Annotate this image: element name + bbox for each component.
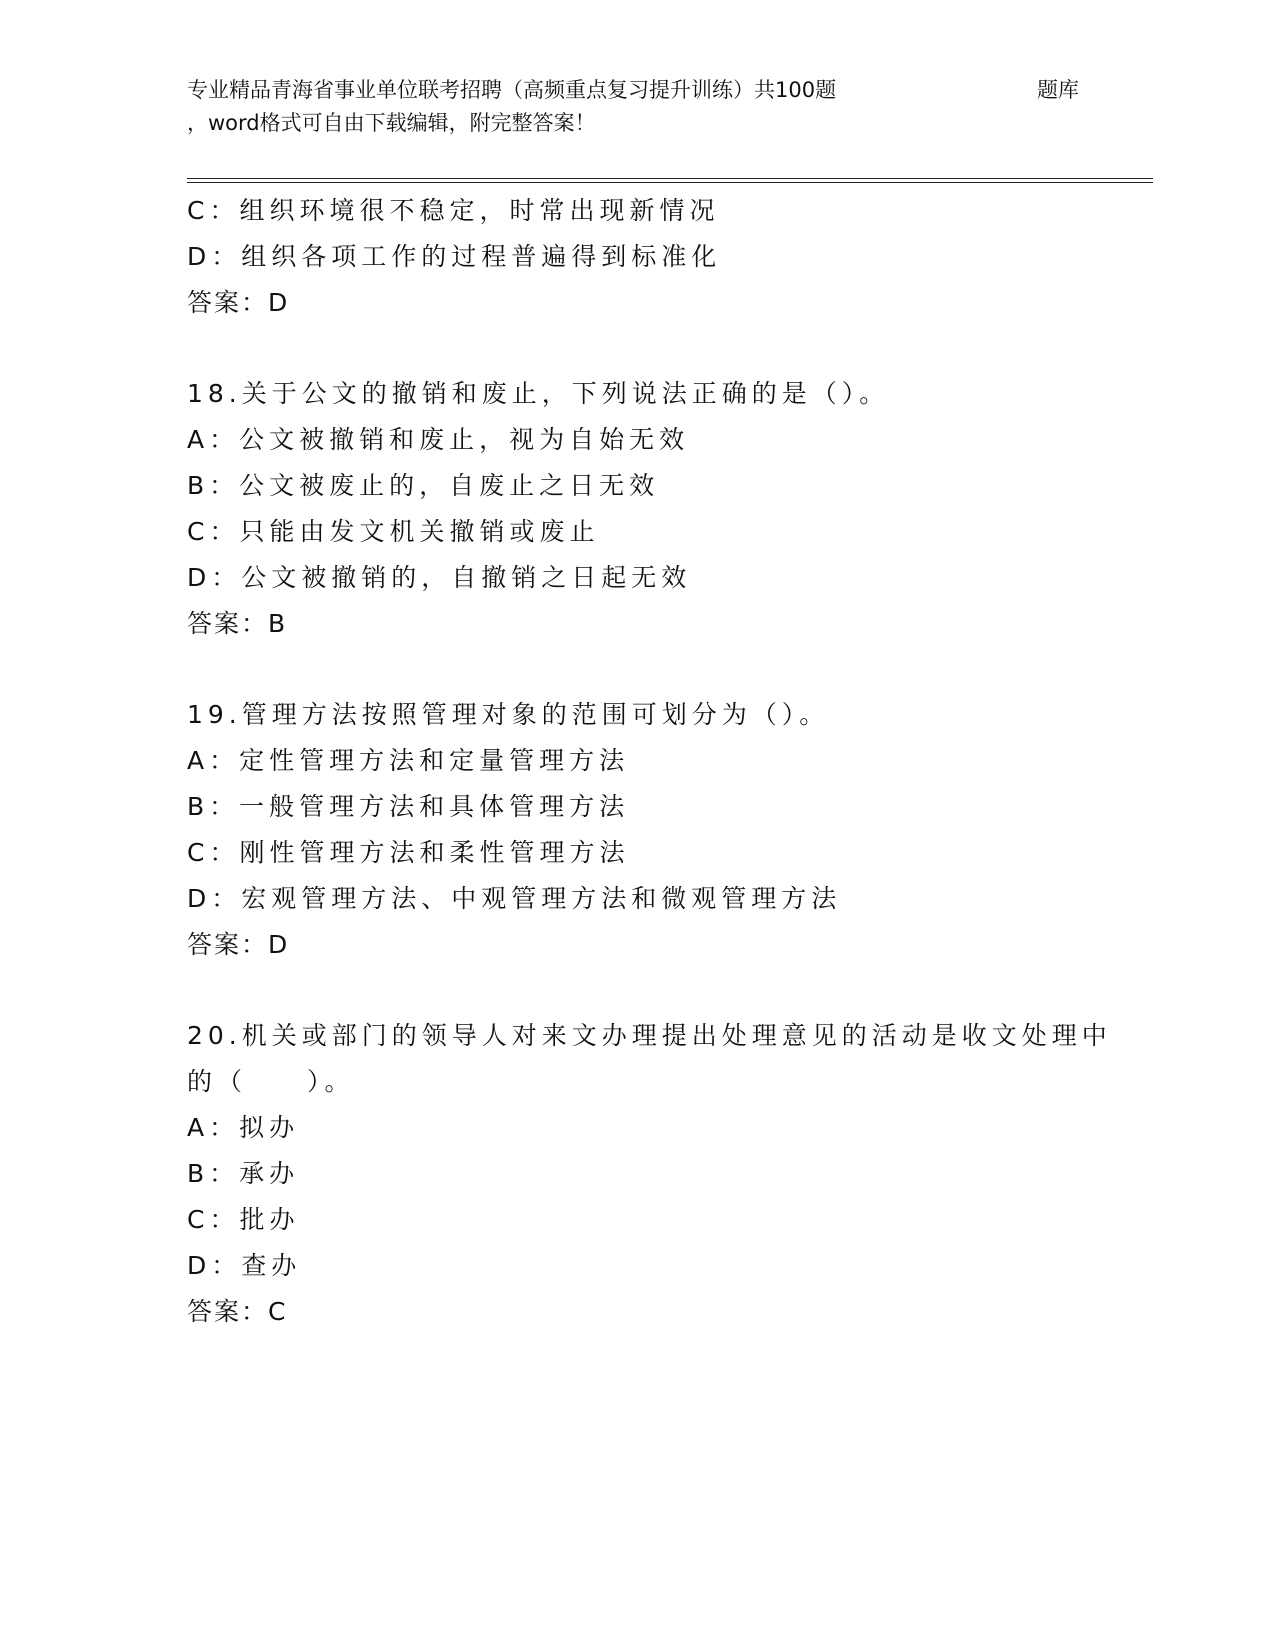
option-c: C：组织环境很不稳定，时常出现新情况 xyxy=(187,196,720,225)
option-b: B：承办 xyxy=(187,1159,300,1188)
header-divider-bottom xyxy=(187,182,1153,183)
option-c: C：批办 xyxy=(187,1205,300,1234)
question-list xyxy=(187,188,1112,1335)
option-a: A：拟办 xyxy=(187,1113,300,1142)
page-header xyxy=(187,74,1087,140)
option-a: A：公文被撤销和废止，视为自始无效 xyxy=(187,425,690,454)
header-divider-top xyxy=(187,178,1153,179)
header-subtitle: ，word格式可自由下载编辑，附完整答案！ xyxy=(187,111,596,135)
question-stem-line1: 20.机关或部门的领导人对来文办理提出处理意见的活动是收文处理中 xyxy=(187,1021,1112,1050)
header-tag: 题库 xyxy=(1037,78,1079,102)
option-b: B：一般管理方法和具体管理方法 xyxy=(187,792,630,821)
option-c: C：只能由发文机关撤销或废止 xyxy=(187,517,600,546)
option-b: B：公文被废止的，自废止之日无效 xyxy=(187,471,660,500)
header-title-line xyxy=(187,74,1087,107)
option-d: D：查办 xyxy=(187,1251,302,1280)
answer: 答案：C xyxy=(187,1297,288,1326)
question-block-20 xyxy=(187,1013,1112,1335)
option-d: D：宏观管理方法、中观管理方法和微观管理方法 xyxy=(187,884,842,913)
question-stem: 19.管理方法按照管理对象的范围可划分为（）。 xyxy=(187,700,830,729)
option-d: D：公文被撤销的，自撤销之日起无效 xyxy=(187,563,692,592)
option-a: A：定性管理方法和定量管理方法 xyxy=(187,746,630,775)
option-c: C：刚性管理方法和柔性管理方法 xyxy=(187,838,630,867)
spacer xyxy=(187,968,1087,1013)
question-block-18 xyxy=(187,371,1087,647)
answer: 答案：D xyxy=(187,930,290,959)
spacer xyxy=(187,647,1087,692)
spacer xyxy=(187,326,1087,371)
question-stem: 18.关于公文的撤销和废止，下列说法正确的是（）。 xyxy=(187,379,890,408)
answer: 答案：D xyxy=(187,288,290,317)
question-block-17-continued xyxy=(187,188,1087,326)
header-title: 专业精品青海省事业单位联考招聘（高频重点复习提升训练）共100题 xyxy=(187,78,837,102)
answer: 答案：B xyxy=(187,609,288,638)
option-d: D：组织各项工作的过程普遍得到标准化 xyxy=(187,242,722,271)
question-stem-line2: 的（ ）。 xyxy=(187,1067,355,1096)
question-block-19 xyxy=(187,692,1087,968)
